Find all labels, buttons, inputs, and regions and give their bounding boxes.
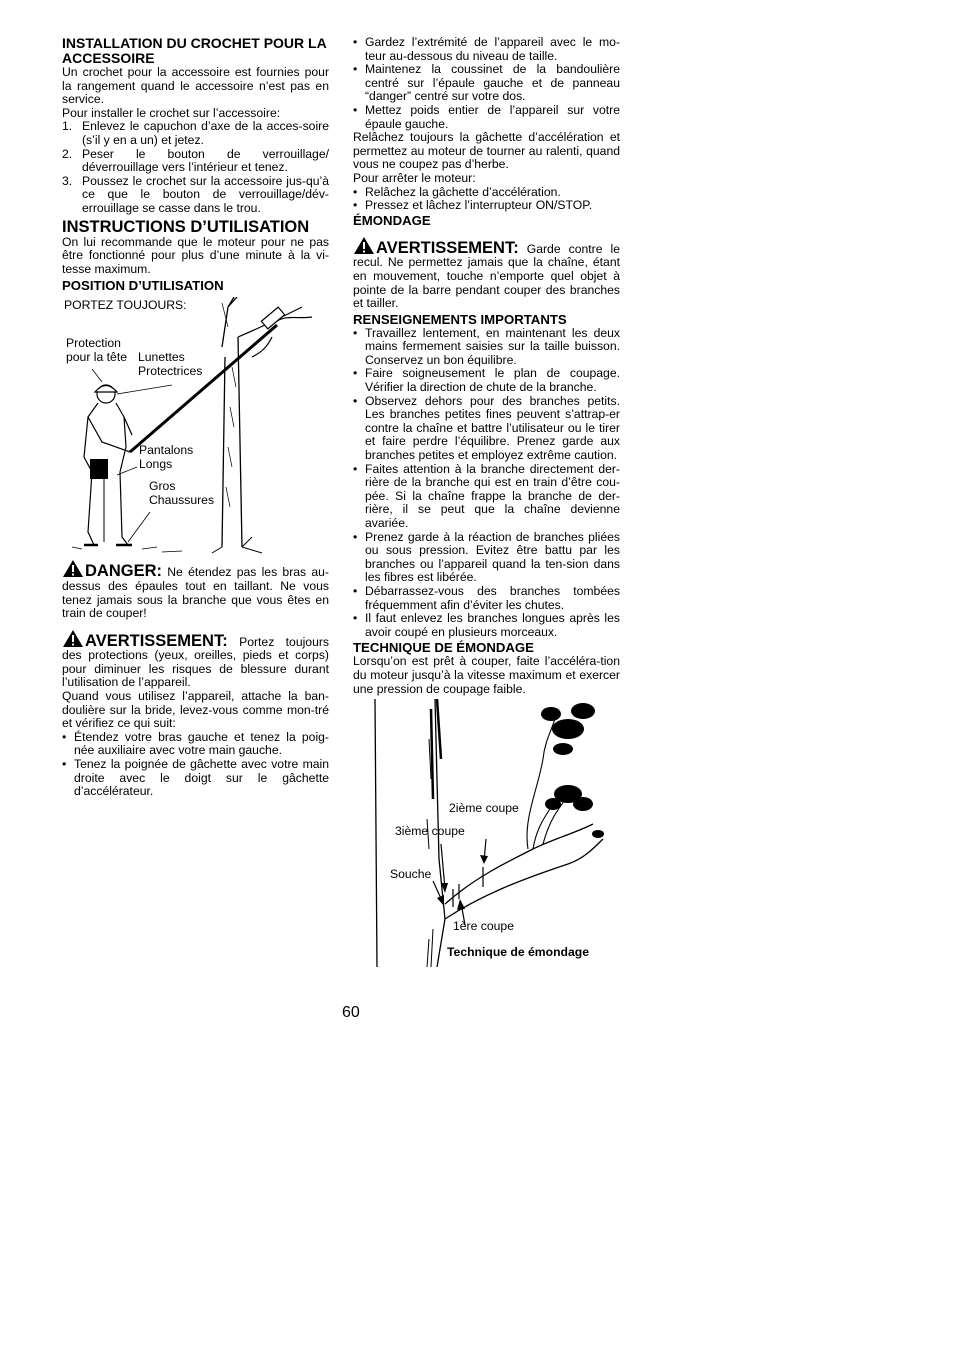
avertissement-text2: Quand vous utilisez l’appareil, attache la ban-doulière sur la bride, levez-vous comme mon-tré et vérifiez ce qui suit: — [62, 689, 329, 731]
label-1ere-coupe: 1ère coupe — [453, 919, 514, 934]
position-title: POSITION D’UTILISATION — [62, 278, 224, 294]
renseignements-bullets — [353, 327, 620, 640]
emondage-title: ÉMONDAGE — [353, 212, 431, 228]
left-column — [62, 36, 329, 799]
list-item: • Débarrassez-vous des branches tombées fréquemment afin d’éviter les chutes. — [353, 585, 620, 612]
installation-steps — [62, 120, 329, 215]
warning-icon — [353, 236, 375, 255]
avertissement-bullets — [62, 731, 329, 799]
label-chaussures: Gros Chaussures — [149, 479, 215, 507]
label-pantalons: Pantalons Longs — [139, 443, 194, 471]
right-column — [353, 36, 620, 971]
technique-text: Lorsqu’on est prêt à couper, faite l’accéléra-tion du moteur jusqu’à la vitesse maximum et exercer une pression de coupage faible. — [353, 654, 620, 696]
list-item: • Faites attention à la branche directement der-rière de la branche qui est en train d’être cou-pée. Si la chaîne frappe la branche de der-rière, il se peut que la chaîne devienne avariée. — [353, 463, 620, 531]
list-item: • Maintenez la coussinet de la bandoulière centré sur l’épaule gauche et de panneau “danger” centré sur votre dos. — [353, 63, 620, 104]
emondage-avertissement-title: AVERTISSEMENT: — [376, 238, 519, 257]
warning-icon — [62, 559, 84, 578]
avertissement-title: AVERTISSEMENT: — [85, 631, 228, 650]
danger-title: DANGER: — [85, 562, 162, 581]
label-protection-tete: Protection pour la tête — [66, 336, 127, 364]
installation-step: 3. Poussez le crochet sur la accessoire jus-qu’à ce que le bouton de verrouillage/dév-errouillage se casse dans le trou. — [62, 173, 329, 215]
list-item: • Pressez et lâchez l’interrupteur ON/STOP. — [353, 199, 620, 213]
operating-position-figure — [62, 297, 329, 555]
list-item: • Prenez garde à la réaction de branches pliées ou sous pression. Evitez être battu par les branches ou l’appareil quand la ten-sion dans les fibres est libérée. — [353, 531, 620, 585]
figure-caption: Technique de émondage — [447, 945, 589, 960]
installation-lead: Pour installer le crochet sur l’accessoire: — [62, 105, 281, 120]
list-item: • Faire soigneusement le plan de coupage. Vérifier la direction de chute de la branche. — [353, 367, 620, 394]
label-souche: Souche — [390, 867, 432, 882]
figure-heading: PORTEZ TOUJOURS: — [64, 298, 187, 313]
list-item: • Observez dehors pour des branches petits. Les branches petites fines peuvent s’attrap-er contre la chaîne et battre l’utilisateur ou le tirer et faire perdre l’équilibre. Prenez garde aux branches petites et employez extrême caution. — [353, 395, 620, 463]
page-number: 60 — [342, 1004, 360, 1021]
list-item: • Il faut enlevez les branches longues après les avoir coupé en plusieurs morceaux. — [353, 612, 620, 639]
release-text: Relâchez toujours la gâchette d’accélération et permettez au moteur de tourner au ralenti, quand vous ne coupez pas d’herbe. — [353, 130, 620, 172]
list-item: • Mettez poids entier de l’appareil sur votre épaule gauche. — [353, 104, 620, 131]
installation-step: 2. Peser le bouton de verrouillage/ déverrouillage vers l’intérieur et tenez. — [62, 146, 329, 175]
danger-text: Ne étendez pas les bras au-dessus des épaules tout en taillant. Ne vous tenez jamais sous la branche que vous êtes en train de couper! — [62, 565, 329, 621]
list-item: • Tenez la poignée de gâchette avec votre main droite avec le doigt sur le gâchette d’accélérateur. — [62, 758, 329, 799]
emondage-avertissement-text: Garde contre le recul. Ne permettez jamais que la chaîne, étant en mouvement, touche n’emporte quel objet à pointe de la barre pendant couper des branches et tailler. — [353, 241, 620, 311]
list-item: • Étendez votre bras gauche et tenez la poig-née auxiliaire avec votre main gauche. — [62, 731, 329, 758]
instructions-text: On lui recommande que le moteur pour ne pas être fonctionné pour plus d’une minute à la vi-tesse maximum. — [62, 234, 329, 276]
installation-intro: Un crochet pour la accessoire est fournies pour la rangement quand le accessoire n’est pas en service. — [62, 65, 329, 107]
pruning-technique-figure — [353, 699, 620, 967]
avertissement-text: Portez toujours des protections (yeux, oreilles, pieds et corps) pour diminuer les risques de blessure durant l’utilisation de l’appareil. — [62, 634, 330, 690]
instructions-title: INSTRUCTIONS D’UTILISATION — [62, 217, 310, 236]
list-item: • Gardez l’extrémité de l’appareil avec le mo-teur au-dessous du niveau de taille. — [353, 36, 620, 63]
top-bullets — [353, 36, 620, 131]
avertissement-block — [62, 629, 329, 690]
installation-title: INSTALLATION DU CROCHET POUR LA ACCESSOIRE — [62, 35, 327, 66]
installation-step: 1. Enlevez le capuchon d’axe de la acces-soire (s’il y en a un) et jetez. — [62, 119, 329, 147]
list-item: • Travaillez lentement, en maintenant les deux mains fermement saisies sur la taille buisson. Conservez un bon équilibre. — [353, 327, 620, 368]
label-3ieme-coupe: 3ième coupe — [395, 824, 465, 839]
label-2ieme-coupe: 2ième coupe — [449, 801, 519, 816]
stop-lead: Pour arrêter le moteur: — [353, 170, 476, 185]
stop-bullets — [353, 186, 620, 213]
label-lunettes: Lunettes Protectrices — [138, 350, 203, 378]
danger-block — [62, 559, 329, 620]
technique-title: TECHNIQUE DE ÉMONDAGE — [353, 640, 534, 656]
emondage-avertissement-block — [353, 236, 620, 311]
warning-icon — [62, 629, 84, 648]
list-item: • Relâchez la gâchette d’accélération. — [353, 186, 620, 200]
renseignements-title: RENSEIGNEMENTS IMPORTANTS — [353, 311, 567, 327]
